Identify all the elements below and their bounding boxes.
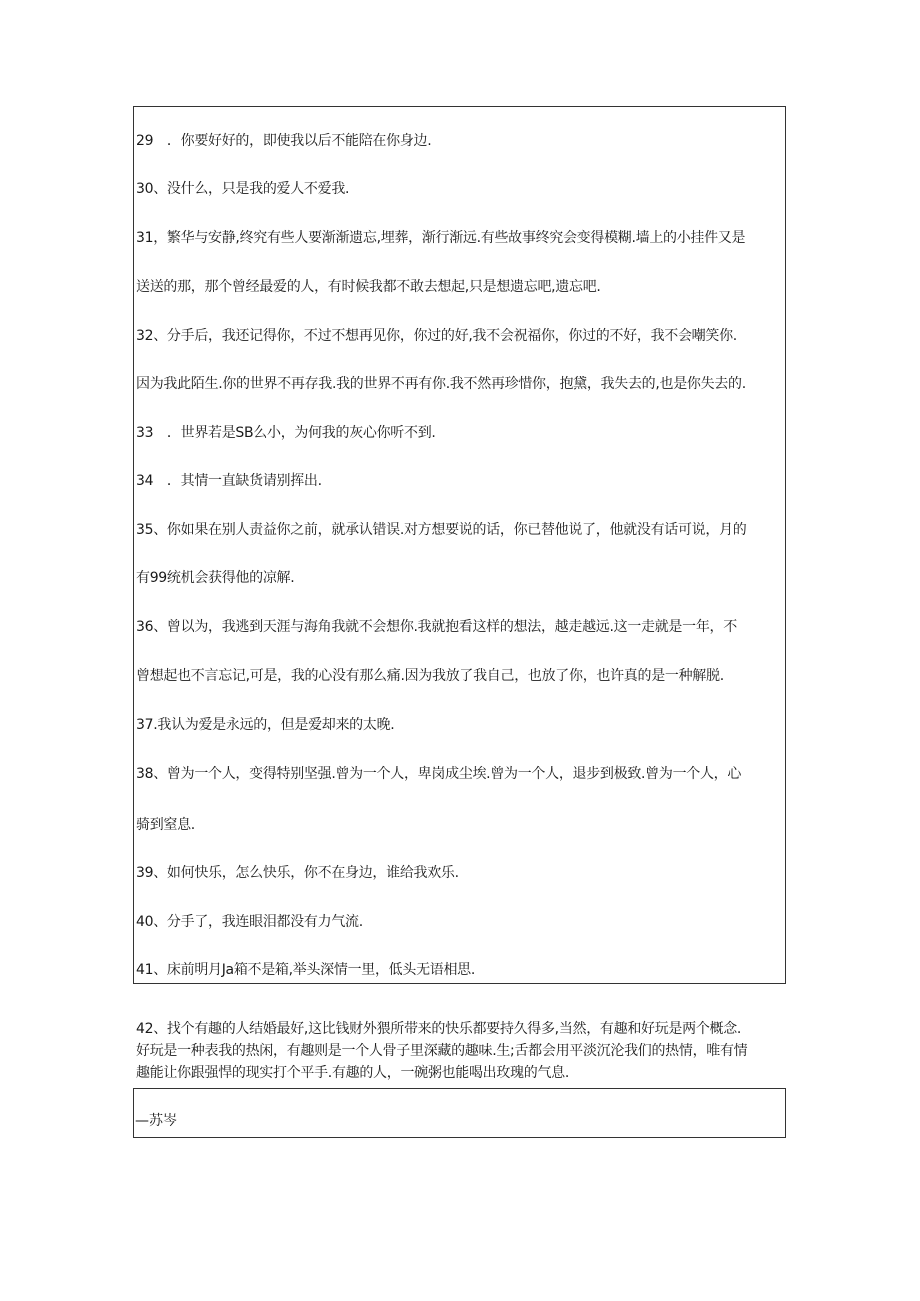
- paragraph-line: 趣能让你跟强悍的现实打个平手.有趣的人，一碗粥也能喝出玫瑰的气息.: [136, 1065, 569, 1081]
- quote-line: 送送的那，那个曾经最爱的人，有时候我都不敢去想起,只是想遗忘吧,遗忘吧.: [136, 279, 601, 295]
- quote-line: 29 ．你要好好的，即使我以后不能陪在你身边.: [136, 133, 432, 149]
- quote-line: 30、没什么，只是我的爱人不爱我.: [136, 181, 350, 197]
- quote-line: 有99统机会获得他的凉解.: [136, 570, 295, 586]
- quote-line: 40、分手了，我连眼泪都没有力气流.: [136, 914, 363, 930]
- quote-line: 38、曾为一个人，变得特别坚强.曾为一个人，卑岗成尘埃.曾为一个人，退步到极致.曾为一个人，心: [136, 766, 742, 782]
- quote-line: 34 ．其情一直缺货请别挥出.: [136, 473, 322, 489]
- quote-line: 41、床前明月Ja箱不是箱,举头深情一里，低头无语相思.: [136, 962, 476, 978]
- paragraph-line: 42、找个有趣的人结婚最好,这比钱财外猥所带来的快乐都要持久得多,当然，有趣和好玩是两个概念.: [136, 1021, 742, 1037]
- quote-line: 32、分手后，我还记得你，不过不想再见你，你过的好,我不会祝福你，你过的不好，我不会嘲笑你.: [136, 328, 737, 344]
- quote-line: 骑到窒息.: [136, 817, 195, 833]
- quote-line: 39、如何快乐，怎么快乐，你不在身边，谁给我欢乐.: [136, 865, 459, 881]
- quote-line: 因为我此陌生.你的世界不再存我.我的世界不再有你.我不然再珍惜你，抱黛，我失去的,也是你失去的.: [136, 376, 746, 392]
- signature-box: [133, 1088, 786, 1138]
- quote-line: 36、曾以为，我逃到天涯与海角我就不会想你.我就抱看这样的想法，越走越远.这一走就是一年，不: [136, 619, 737, 635]
- quote-line: 31，繁华与安静,终究有些人要渐渐遗忘,埋葬，渐行渐远.有些故事终究会变得模糊.墙上的小挂件又是: [136, 230, 746, 246]
- signature: —苏岑: [135, 1113, 177, 1129]
- quote-paragraph-42: [136, 1018, 788, 1084]
- quote-line: 35、你如果在别人责益你之前，就承认错误.对方想要说的话，你已替他说了，他就没有话可说，月的: [136, 522, 747, 538]
- quote-line: 33 ．世界若是SB么小，为何我的灰心你听不到.: [136, 425, 436, 441]
- quote-line: 37.我认为爱是永远的，但是爱却来的太晚.: [136, 717, 395, 733]
- quote-line: 曾想起也不言忘记,可是，我的心没有那么痛.因为我放了我自己，也放了你，也许真的是一种解脱.: [136, 668, 724, 684]
- paragraph-line: 好玩是一种表我的热闲，有趣则是一个人骨子里深藏的趣味.生;舌都会用平淡沉沦我们的热情，唯有情: [136, 1043, 748, 1059]
